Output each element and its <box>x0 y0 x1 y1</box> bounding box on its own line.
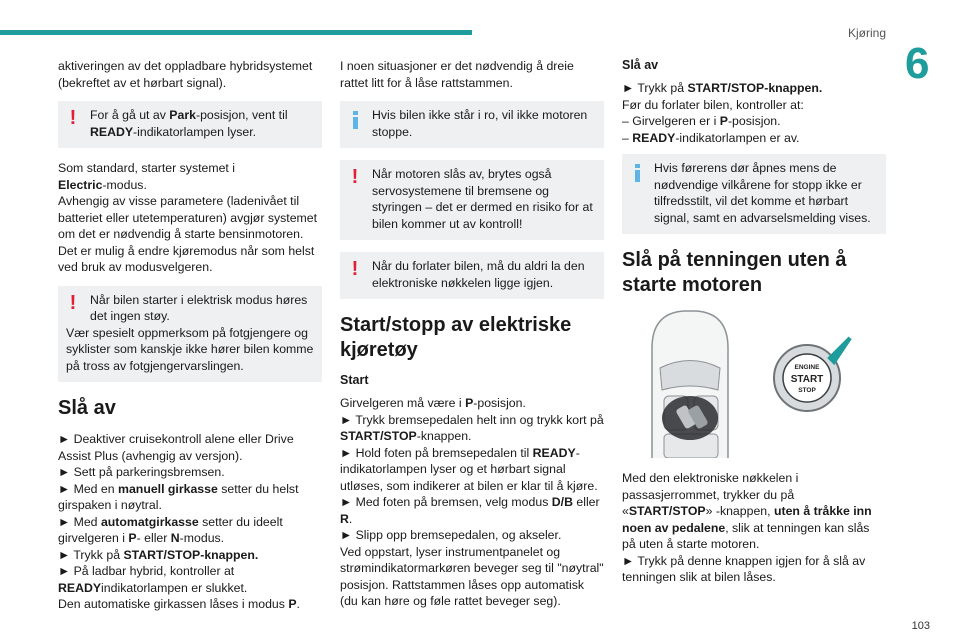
info-text: Hvis bilen ikke står i ro, vil ikke motoren stoppe. <box>372 108 588 139</box>
illustration-car-key-button <box>622 308 886 458</box>
info-icon <box>630 162 644 182</box>
warning-text: Vær spesielt oppmerksom på fotgjengere og syklister som kanskje ikke hører bilen komme på tross av fotgjengervarslingen. <box>66 325 314 373</box>
warning-text: Når motoren slås av, brytes også servosystemene til bremsene og styringen – det er dermed en risiko for at bilen kommer ut av kontroll! <box>372 167 593 231</box>
section-heading: Start/stopp av elektriske kjøretøy <box>340 314 572 361</box>
warning-icon: ! <box>351 258 359 280</box>
car-top-view-icon <box>652 311 728 458</box>
start-stop-button-icon <box>774 338 850 411</box>
info-box <box>622 154 886 234</box>
paragraph: Med den elektroniske nøkkelen i passasjerrommet, trykker du på «START/STOP» -knappen, uten å tråkke inn noen av pedalene, slik at tenningen kan slås på uten å starte motoren. ► Trykk på denne knappen igjen for å slå av tenningen slik at bilen låses. <box>622 471 872 584</box>
column-middle <box>340 58 604 620</box>
warning-text: Når bilen starter i elektrisk modus høres det ingen støy. <box>90 292 308 323</box>
warning-text: Når du forlater bilen, må du aldri la den elektroniske nøkkelen ligge igjen. <box>372 259 585 290</box>
warning-icon: ! <box>69 107 77 129</box>
info-icon <box>348 109 362 129</box>
svg-text:START: START <box>790 374 824 385</box>
page-number: 103 <box>911 620 930 632</box>
info-box <box>340 101 604 148</box>
header-accent-bar <box>0 30 472 35</box>
warning-box <box>340 252 604 299</box>
warning-icon: ! <box>351 166 359 188</box>
column-right <box>622 58 886 596</box>
svg-text:ENGINE: ENGINE <box>794 364 820 371</box>
step-list: ► Deaktiver cruisekontroll alene eller Drive Assist Plus (avhengig av versjon). ► Sett på parkeringsbremsen. ► Med en manuell girkasse setter du helst girspaken i nøytral. ► Med automatgirkasse setter du ideelt girvelgeren i P- eller N-modus. ► Trykk på START/STOP-knappen. ► På ladbar hybrid, kontroller at READYindikatorlampen er slukket. Den automatiske girkassen låses i modus P. <box>58 432 300 611</box>
section-heading: Slå av <box>58 397 116 419</box>
paragraph: Girvelgeren må være i P-posisjon. ► Trykk bremsepedalen helt inn og trykk kort på START/STOP-knappen. ► Hold foten på bremsepedalen til READY-indikatorlampen lyser og et hørbart signal utløses, som indikerer at bilen er klar til å kjøre. ► Med foten på bremsen, velg modus D/B eller R. ► Slipp opp bremsepedalen, og akseler. Ved oppstart, lyser instrumentpanelet og strømindikatormarkøren beveger seg til "nøytral" posisjon. Rattstammen låses opp automatisk (du kan høre og føle rattet beveger seg). <box>340 396 604 608</box>
intro-text: I noen situasjoner er det nødvendig å dreie rattet litt for å låse rattstammen. <box>340 59 574 90</box>
warning-text: For å gå ut av Park-posisjon, vent til READY-indikatorlampen lyser. <box>90 108 288 139</box>
section-heading: Slå på tenningen uten å starte motoren <box>622 249 847 296</box>
svg-text:STOP: STOP <box>798 387 816 394</box>
warning-box <box>340 160 604 240</box>
paragraph: Som standard, starter systemet i Electric-modus. Avhengig av visse parametere (ladenivået til batteriet eller utetemperaturen) avgjør systemet om det er nødvendig å starte bensinmotoren. Det er mulig å endre kjøremodus når som helst ved bruk av modusvelgeren. <box>58 161 318 274</box>
column-left <box>58 58 322 613</box>
paragraph: ► Trykk på START/STOP-knappen. Før du forlater bilen, kontroller at: – Girvelgeren er i P-posisjon. – READY-indikatorlampen er av. <box>622 81 823 145</box>
subheading: Start <box>340 373 369 387</box>
section-title: Kjøring <box>847 26 886 40</box>
car-and-start-button-illustration <box>622 308 886 458</box>
intro-text: aktiveringen av det oppladbare hybridsystemet (bekreftet av et hørbart signal). <box>58 59 313 90</box>
warning-box <box>58 101 322 148</box>
info-text: Hvis førerens dør åpnes mens de nødvendige vilkårene for stopp ikke er tilfredsstilt, vil det komme et hørbart signal, samt en advarselsmelding vises. <box>654 161 871 225</box>
warning-box <box>58 286 322 383</box>
warning-icon: ! <box>69 291 77 314</box>
chapter-number: 6 <box>905 39 930 88</box>
subheading: Slå av <box>622 58 659 72</box>
